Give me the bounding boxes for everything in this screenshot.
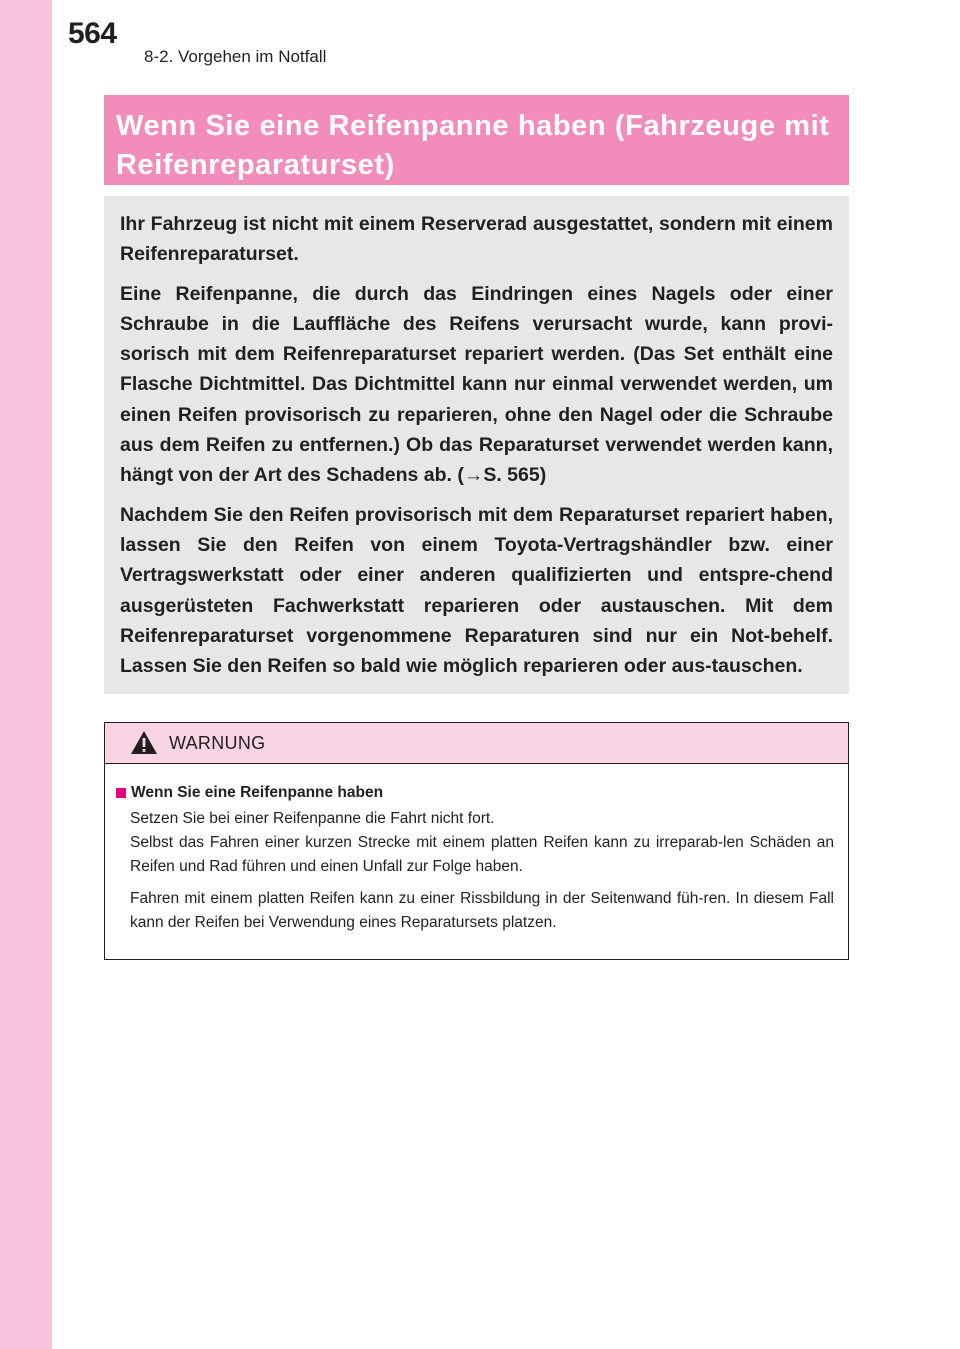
warning-header bbox=[105, 723, 848, 764]
warning-heading-text: Wenn Sie eine Reifenpanne haben bbox=[131, 784, 384, 801]
page-number: 564 bbox=[68, 17, 117, 50]
warning-heading bbox=[116, 784, 834, 802]
intro-paragraph: Nachdem Sie den Reifen provisorisch mit dem Reparaturset repariert haben, lassen Sie den Reifen von einem Toyota-Vertragshändler bzw. einer Vertragswerkstatt oder einer anderen qualifizierten und entspre-chend ausgerüsteten Fachwerkstatt reparieren oder austauschen. Mit dem Reifenreparaturset vorgenommene Reparaturen sind nur ein Not-behelf. Lassen Sie den Reifen so bald wie möglich reparieren oder aus-tauschen. bbox=[120, 503, 833, 678]
page-header bbox=[0, 0, 960, 80]
intro-paragraph: Eine Reifenpanne, die durch das Eindringen eines Nagels oder einer Schraube in die Lauffläche des Reifens verursacht wurde, kann provi-sorisch mit dem Reifenreparaturset repariert werden. (Das Set enthält eine Flasche Dichtmittel. Das Dichtmittel kann nur einmal verwendet werden, um einen Reifen provisorisch zu reparieren, ohne den Nagel oder die Schraube aus dem Reifen zu entfernen.) Ob das Reparaturset verwendet werden kann, hängt von der Art des Schadens ab. (→S. 565) bbox=[120, 282, 833, 487]
intro-paragraph: Ihr Fahrzeug ist nicht mit einem Reserverad ausgestattet, sondern mit einem Reifenreparaturset. bbox=[120, 213, 833, 266]
warning-body bbox=[105, 764, 848, 935]
warning-box bbox=[104, 722, 849, 960]
side-color-band bbox=[0, 0, 52, 1349]
warning-triangle-icon bbox=[130, 730, 158, 755]
page-title: Wenn Sie eine Reifenpanne haben (Fahrzeuge mit Reifenreparaturset) bbox=[116, 110, 830, 181]
intro-box bbox=[104, 196, 849, 694]
warning-line: Setzen Sie bei einer Reifenpanne die Fahrt nicht fort. bbox=[130, 810, 495, 827]
warning-line: Selbst das Fahren einer kurzen Strecke mit einem platten Reifen kann zu irreparab-len Schäden an Reifen und Rad führen und einen Unfall zur Folge haben. bbox=[130, 834, 834, 875]
section-title: 8-2. Vorgehen im Notfall bbox=[144, 47, 327, 66]
warning-label: WARNUNG bbox=[169, 733, 266, 753]
warning-line: Fahren mit einem platten Reifen kann zu einer Rissbildung in der Seitenwand füh-ren. In diesem Fall kann der Reifen bei Verwendung eines Reparatursets platzen. bbox=[130, 890, 834, 931]
square-bullet-icon bbox=[116, 788, 126, 798]
title-banner bbox=[104, 95, 849, 185]
